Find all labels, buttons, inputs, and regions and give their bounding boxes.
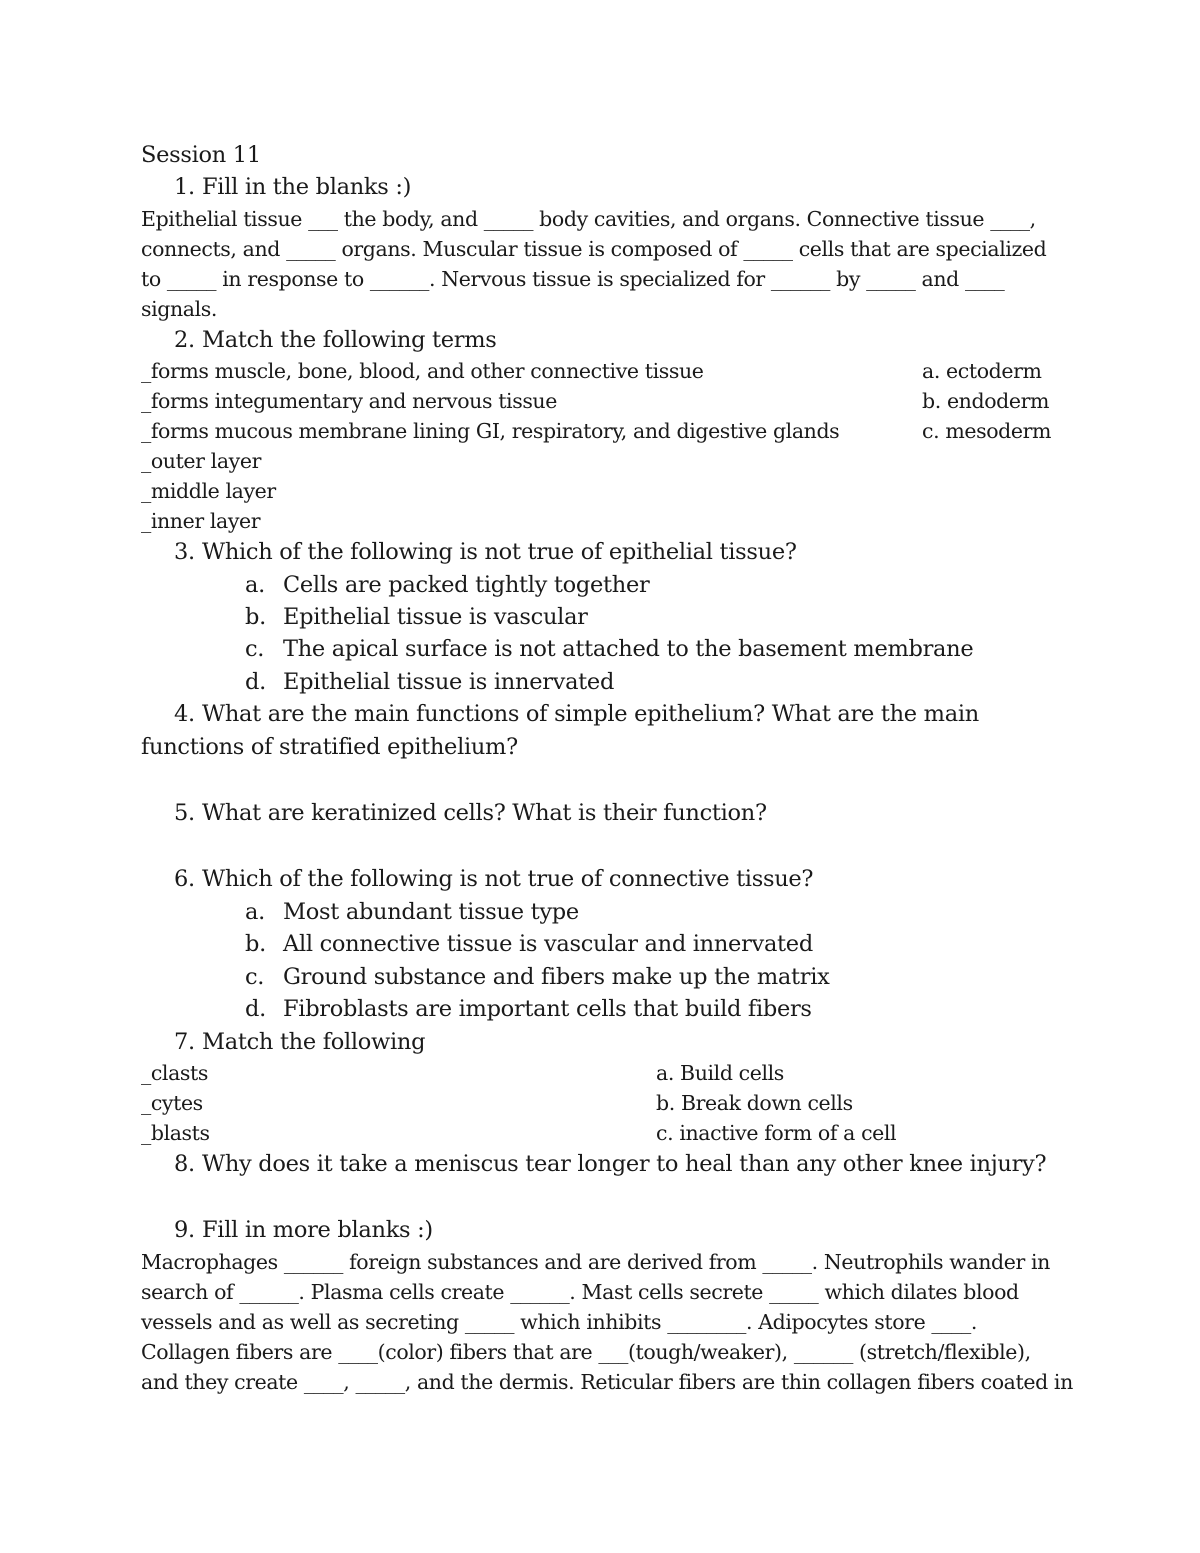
option-text: All connective tissue is vascular and innervated — [283, 931, 813, 958]
answer-option — [141, 601, 1061, 633]
question-9-heading — [141, 1214, 1061, 1246]
question-2-number: 2. — [174, 326, 195, 353]
option-letter: d. — [245, 996, 266, 1023]
question-1-line: connects, and _____ organs. Muscular tissue is composed of _____ cells that are specialized — [141, 236, 1047, 261]
match-choice: a. ectoderm — [922, 359, 1042, 384]
option-text: Fibroblasts are important cells that build fibers — [283, 996, 812, 1023]
question-6-number: 6. — [174, 866, 195, 893]
document-page — [141, 139, 1073, 1397]
match-term: _outer layer — [141, 449, 261, 474]
question-9-prompt: Fill in more blanks :) — [202, 1217, 433, 1244]
page-title: Session 11 — [141, 142, 261, 168]
question-7-number: 7. — [174, 1028, 195, 1055]
option-letter: d. — [245, 668, 266, 695]
answer-option — [141, 633, 1061, 665]
question-3-heading — [141, 536, 1061, 568]
match-row — [141, 416, 1061, 446]
question-1-number: 1. — [174, 174, 195, 201]
question-1-heading — [141, 171, 1061, 203]
question-8-number: 8. — [174, 1150, 195, 1177]
option-letter: a. — [245, 898, 265, 925]
option-text: Most abundant tissue type — [283, 898, 579, 925]
option-text: Ground substance and fibers make up the matrix — [283, 963, 830, 990]
answer-option — [141, 993, 1061, 1025]
match-choice: b. Break down cells — [656, 1090, 853, 1115]
question-1-line: to _____ in response to ______. Nervous tissue is specialized for ______ by _____ and ____ — [141, 266, 1005, 291]
match-row — [141, 446, 1061, 476]
question-6-prompt: Which of the following is not true of connective tissue? — [202, 866, 814, 893]
match-row — [141, 506, 1061, 536]
question-8-prompt: Why does it take a meniscus tear longer to heal than any other knee injury? — [202, 1150, 1047, 1177]
answer-option — [141, 961, 1061, 993]
match-term: _forms integumentary and nervous tissue — [141, 389, 557, 414]
match-choice: c. mesoderm — [922, 419, 1052, 444]
option-text: Epithelial tissue is vascular — [283, 604, 588, 631]
match-term: _forms muscle, bone, blood, and other connective tissue — [141, 359, 704, 384]
question-4-number: 4. — [174, 701, 195, 728]
option-text: The apical surface is not attached to the basement membrane — [283, 636, 974, 663]
match-row — [141, 356, 1061, 386]
answer-option — [141, 896, 1061, 928]
question-1-prompt: Fill in the blanks :) — [202, 174, 412, 201]
match-row — [141, 476, 1061, 506]
question-1-line: Epithelial tissue ___ the body, and _____ body cavities, and organs. Connective tissue ____, — [141, 206, 1036, 231]
question-9-number: 9. — [174, 1217, 195, 1244]
question-4-line-2: functions of stratified epithelium? — [141, 733, 518, 760]
match-choice: a. Build cells — [656, 1060, 784, 1085]
question-4-line-1: What are the main functions of simple epithelium? What are the main — [202, 701, 979, 728]
option-letter: c. — [245, 636, 265, 663]
question-5-heading — [141, 797, 1061, 829]
question-9-line: search of ______. Plasma cells create ______. Mast cells secrete _____ which dilates blood — [141, 1279, 1019, 1304]
question-9-line: vessels and as well as secreting _____ which inhibits ________. Adipocytes store ____. — [141, 1309, 977, 1334]
match-row — [141, 1118, 1061, 1148]
match-term: _blasts — [141, 1120, 210, 1145]
question-3-prompt: Which of the following is not true of epithelial tissue? — [202, 539, 797, 566]
match-term: _inner layer — [141, 509, 261, 534]
option-letter: a. — [245, 571, 265, 598]
match-term: _clasts — [141, 1060, 208, 1085]
option-text: Cells are packed tightly together — [283, 571, 650, 598]
match-term: _cytes — [141, 1090, 203, 1115]
match-row — [141, 1058, 1061, 1088]
question-5-prompt: What are keratinized cells? What is their function? — [202, 800, 767, 827]
option-letter: b. — [245, 604, 266, 631]
question-9-line: Collagen fibers are ____(color) fibers that are ___(tough/weaker), ______ (stretch/flexible), — [141, 1339, 1031, 1364]
option-text: Epithelial tissue is innervated — [283, 668, 615, 695]
match-choice: b. endoderm — [922, 389, 1050, 414]
question-6-heading — [141, 863, 1061, 895]
question-2-prompt: Match the following terms — [202, 326, 497, 353]
question-7-heading — [141, 1026, 1061, 1058]
question-9-line: and they create ____, _____, and the dermis. Reticular fibers are thin collagen fibers coated in — [141, 1369, 1073, 1394]
answer-option — [141, 928, 1061, 960]
match-row — [141, 386, 1061, 416]
answer-option — [141, 569, 1061, 601]
question-1-line: signals. — [141, 296, 218, 321]
question-3-number: 3. — [174, 539, 195, 566]
question-8-heading — [141, 1148, 1061, 1180]
option-letter: c. — [245, 963, 265, 990]
match-term: _forms mucous membrane lining GI, respiratory, and digestive glands — [141, 419, 840, 444]
question-7-prompt: Match the following — [202, 1028, 426, 1055]
question-2-heading — [141, 324, 1061, 356]
match-row — [141, 1088, 1061, 1118]
match-term: _middle layer — [141, 479, 276, 504]
question-5-number: 5. — [174, 800, 195, 827]
question-4-heading — [141, 698, 1061, 730]
option-letter: b. — [245, 931, 266, 958]
match-choice: c. inactive form of a cell — [656, 1120, 897, 1145]
question-9-line: Macrophages ______ foreign substances and are derived from _____. Neutrophils wander in — [141, 1249, 1050, 1274]
answer-option — [141, 666, 1061, 698]
